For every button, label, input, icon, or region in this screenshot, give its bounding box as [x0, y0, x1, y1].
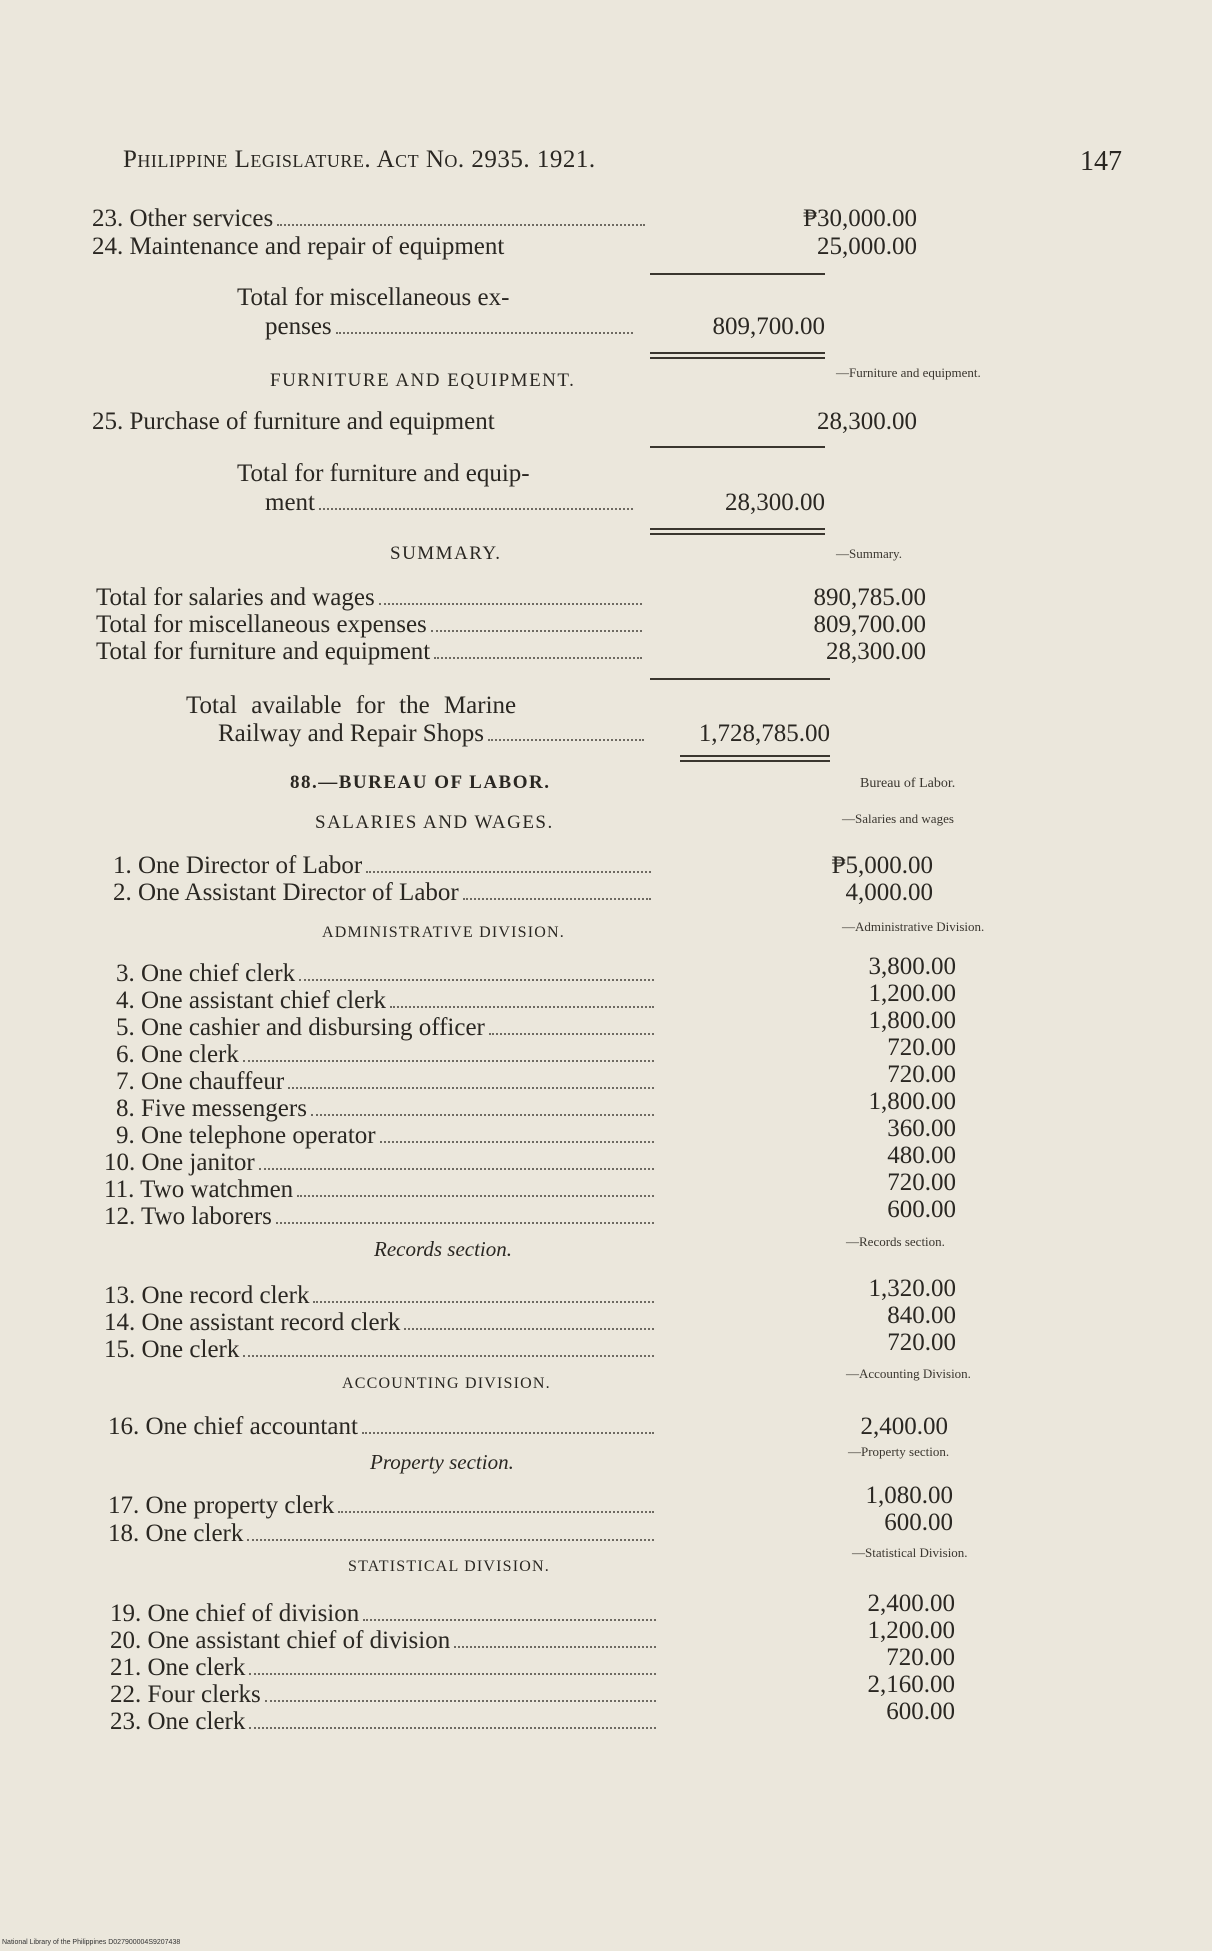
page-header: Philippine Legislature. Act No. 2935. 1921. [123, 146, 596, 173]
item-label: Total for miscellaneous expenses [96, 611, 427, 638]
item-amount: 600.00 [884, 1509, 953, 1536]
furniture-total-row [265, 489, 837, 517]
misc-row [92, 233, 917, 261]
item-label: 11. Two watchmen [104, 1176, 294, 1203]
total-label: Railway and Repair Shops [218, 720, 484, 747]
item-amount: 360.00 [887, 1115, 956, 1142]
furniture-margin-note: —Furniture and equipment. [836, 365, 981, 380]
records-heading: Records section. [374, 1237, 513, 1261]
bureau-heading: 88.—BUREAU OF LABOR. [290, 772, 551, 793]
item-amount: 3,800.00 [868, 953, 956, 980]
admin-row [104, 1196, 956, 1231]
item-label: 2. One Assistant Director of Labor [113, 879, 459, 906]
accounting-margin-note: —Accounting Division. [846, 1366, 971, 1381]
item-amount: 28,300.00 [817, 408, 917, 435]
summary-grand-amount: 1,728,785.00 [698, 720, 830, 747]
item-label: 21. One clerk [110, 1654, 246, 1681]
item-label: 1. One Director of Labor [113, 852, 363, 879]
item-label: 3. One chief clerk [116, 960, 296, 987]
page-number: 147 [1080, 146, 1122, 177]
summary-row [96, 584, 926, 612]
property-row [108, 1509, 953, 1548]
item-amount: 1,800.00 [868, 1007, 956, 1034]
item-amount: 480.00 [887, 1142, 956, 1169]
bureau-margin-note: Bureau of Labor. [860, 776, 956, 791]
furniture-heading: FURNITURE AND EQUIPMENT. [270, 370, 576, 391]
item-label: 8. Five messengers [116, 1095, 307, 1122]
item-amount: 840.00 [887, 1302, 956, 1329]
item-label: 13. One record clerk [104, 1282, 310, 1309]
bureau-row [113, 879, 933, 907]
bureau-row [113, 852, 933, 880]
summary-grand-line1: Total available for the Marine [186, 692, 517, 719]
item-label: 7. One chauffeur [116, 1068, 285, 1095]
item-amount: 720.00 [887, 1169, 956, 1196]
item-amount: 2,400.00 [867, 1590, 955, 1617]
item-amount: 890,785.00 [813, 584, 926, 611]
salaries-heading: SALARIES AND WAGES. [315, 812, 554, 833]
item-label: 15. One clerk [104, 1336, 240, 1363]
item-amount: 720.00 [886, 1644, 955, 1671]
item-amount: 4,000.00 [845, 879, 933, 906]
records-row [104, 1329, 956, 1364]
item-label: Total for furniture and equipment [96, 638, 431, 665]
summary-margin-note: —Summary. [836, 546, 902, 561]
accounting-row [108, 1413, 948, 1441]
statistical-margin-note: —Statistical Division. [852, 1545, 968, 1560]
total-rule [650, 678, 830, 680]
double-rule [650, 352, 825, 359]
item-label: 9. One telephone operator [116, 1122, 376, 1149]
administrative-heading: ADMINISTRATIVE DIVISION. [322, 924, 566, 941]
item-label: 22. Four clerks [110, 1681, 261, 1708]
accounting-heading: ACCOUNTING DIVISION. [342, 1375, 551, 1392]
statistical-heading: STATISTICAL DIVISION. [348, 1558, 550, 1575]
item-amount: ₱30,000.00 [803, 205, 917, 232]
item-amount: 720.00 [887, 1329, 956, 1356]
total-rule [650, 273, 825, 275]
furniture-total-amount: 28,300.00 [725, 489, 825, 516]
misc-total-amount: 809,700.00 [712, 313, 825, 340]
double-rule [680, 755, 830, 762]
item-amount: 25,000.00 [817, 233, 917, 260]
property-margin-note: —Property section. [848, 1444, 950, 1459]
misc-total-line1: Total for miscellaneous ex- [237, 284, 510, 311]
item-label: 6. One clerk [116, 1041, 239, 1068]
item-label: 25. Purchase of furniture and equipment [92, 408, 495, 435]
records-margin-note: —Records section. [846, 1234, 945, 1249]
summary-row [96, 611, 926, 639]
item-amount: ₱5,000.00 [831, 852, 933, 879]
item-amount: 2,160.00 [867, 1671, 955, 1698]
item-amount: 1,200.00 [867, 1617, 955, 1644]
item-amount: 1,200.00 [868, 980, 956, 1007]
item-amount: 1,080.00 [865, 1482, 953, 1509]
double-rule [650, 528, 825, 535]
item-label: 23. One clerk [110, 1708, 246, 1735]
total-label: penses [265, 313, 332, 340]
item-label: 4. One assistant chief clerk [116, 987, 387, 1014]
item-label: 16. One chief accountant [108, 1413, 358, 1440]
furniture-total-line1: Total for furniture and equip- [237, 460, 530, 487]
item-amount: 720.00 [887, 1034, 956, 1061]
item-label: 20. One assistant chief of division [110, 1627, 451, 1654]
item-label: 17. One property clerk [108, 1492, 335, 1519]
item-amount: 600.00 [887, 1196, 956, 1223]
item-label: 14. One assistant record clerk [104, 1309, 401, 1336]
footer-id: National Library of the Philippines D027900004S9207438 [2, 1939, 181, 1946]
item-label: 24. Maintenance and repair of equipment [92, 233, 505, 260]
statistical-row [110, 1698, 955, 1736]
total-label: ment [265, 489, 315, 516]
item-label: Total for salaries and wages [96, 584, 375, 611]
item-label: 19. One chief of division [110, 1600, 360, 1627]
administrative-margin-note: —Administrative Division. [842, 919, 985, 934]
property-heading: Property section. [370, 1450, 514, 1474]
item-amount: 28,300.00 [826, 638, 926, 665]
misc-total-row [265, 313, 837, 341]
misc-row [92, 205, 917, 233]
item-amount: 1,320.00 [868, 1275, 956, 1302]
item-label: 12. Two laborers [104, 1203, 272, 1230]
item-amount: 1,800.00 [868, 1088, 956, 1115]
furniture-row [92, 408, 917, 436]
total-rule [650, 446, 825, 448]
item-amount: 809,700.00 [813, 611, 926, 638]
item-amount: 600.00 [886, 1698, 955, 1725]
item-amount: 2,400.00 [860, 1413, 948, 1440]
item-amount: 720.00 [887, 1061, 956, 1088]
item-label: 10. One janitor [104, 1149, 255, 1176]
item-label: 18. One clerk [108, 1520, 244, 1547]
summary-heading: SUMMARY. [390, 543, 502, 564]
salaries-margin-note: —Salaries and wages [842, 811, 954, 826]
item-label: 23. Other services [92, 205, 274, 232]
summary-grand-row [218, 720, 838, 748]
summary-row [96, 638, 926, 666]
item-label: 5. One cashier and disbursing officer [116, 1014, 485, 1041]
